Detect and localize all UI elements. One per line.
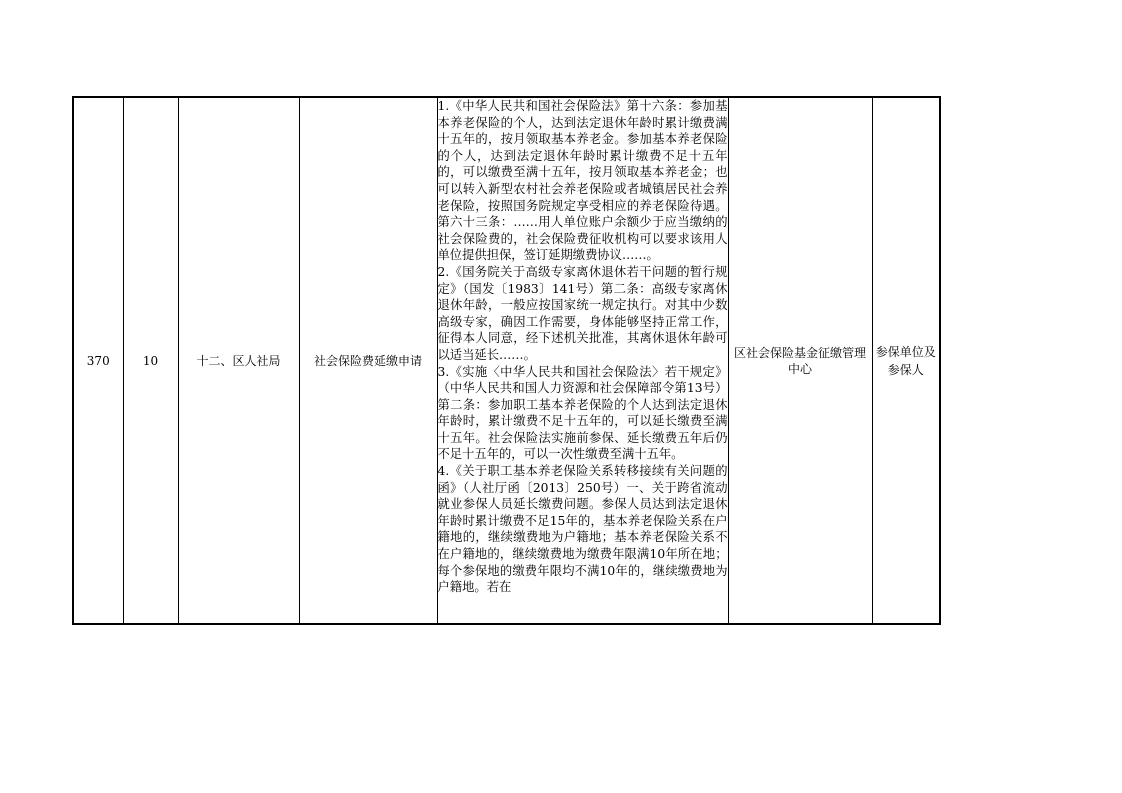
sub-number-cell: 10 (123, 97, 178, 624)
legal-basis-paragraph-3: 3.《实施〈中华人民共和国社会保险法〉若干规定》（中华人民共和国人力资源和社会保障部令第13号）第二条：参加职工基本养老保险的个人达到法定退休年龄时，累计缴费不足十五年的，可以延长缴费至满十五年。社会保险法实施前参保、延长缴费五年后仍不足十五年的，可以一次性缴费至满十五年。 (437, 364, 728, 462)
legal-basis-paragraph-4: 4.《关于职工基本养老保险关系转移接续有关问题的函》（人社厅函〔2013〕250号）一、关于跨省流动就业参保人员延长缴费问题。参保人员达到法定退休年龄时累计缴费不足15年的，基本养老保险关系在户籍地的，继续缴费地为户籍地；基本养老保险关系不在户籍地的，继续缴费地为缴费年限满10年所在地；每个参保地的缴费年限均不满10年的，继续缴费地为户籍地。若在 (437, 464, 728, 595)
item-name-cell: 社会保险费延缴申请 (299, 97, 437, 624)
legal-basis-paragraph-1: 1.《中华人民共和国社会保险法》第十六条：参加基本养老保险的个人，达到法定退休年龄时累计缴费满十五年的，按月领取基本养老金。参加基本养老保险的个人，达到法定退休年龄时累计缴费不足十五年的，可以缴费至满十五年，按月领取基本养老金；也可以转入新型农村社会养老保险或者城镇居民社会养老保险，按照国务院规定享受相应的养老保险待遇。 第六十三条：……用人单位账户余额少于应当缴纳的社会保险费的，社会保险费征收机构可以要求该用人单位提供担保，签订延期缴费协议……。 (437, 99, 728, 263)
legal-basis-paragraph-2: 2.《国务院关于高级专家离休退休若干问题的暂行规定》（国发〔1983〕141号）第二条：高级专家离休退休年龄，一般应按国家统一规定执行。对其中少数高级专家，确因工作需要，身体能够坚持正常工作，征得本人同意，经下述机关批准，其离休退休年龄可以适当延长……。 (437, 264, 728, 362)
implementing-unit-cell: 区社会保险基金征缴管理中心 (728, 97, 872, 624)
serial-number-cell: 370 (73, 97, 123, 624)
department-cell: 十二、区人社局 (178, 97, 299, 624)
item-table (72, 96, 941, 625)
legal-basis-text (438, 98, 728, 596)
target-cell: 参保单位及参保人 (872, 97, 940, 624)
legal-basis-cell (437, 97, 728, 624)
table-row (73, 97, 940, 624)
